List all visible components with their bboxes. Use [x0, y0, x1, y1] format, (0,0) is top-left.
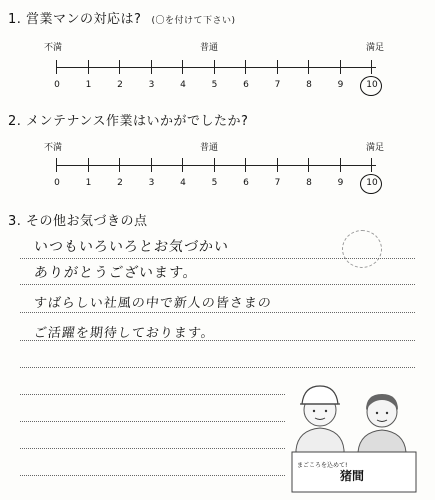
- q1-label-high: 満足: [366, 43, 385, 53]
- q2-label-high: 満足: [366, 143, 385, 153]
- scale-tick: [88, 60, 89, 74]
- seal-stamp: [342, 230, 382, 268]
- scale-number[interactable]: 0: [54, 178, 60, 188]
- dotted-rule: [20, 340, 415, 341]
- scale-tick: [371, 60, 372, 74]
- dotted-rule: [20, 284, 415, 285]
- scale-tick: [119, 158, 120, 172]
- scale-number[interactable]: 10: [366, 80, 378, 90]
- q1-label-low: 不満: [44, 43, 63, 53]
- comment-line-1: いつもいろいろとお気づかい: [33, 239, 230, 255]
- dotted-rule: [20, 448, 285, 449]
- scale-tick: [308, 60, 309, 74]
- q1-subtitle: (〇を付けて下さい): [151, 16, 236, 26]
- scale-number[interactable]: 1: [85, 80, 92, 90]
- scale-number[interactable]: 1: [85, 178, 92, 188]
- banner-caption: まごころを込めて!: [297, 462, 348, 469]
- scale-tick: [245, 60, 246, 74]
- scale-tick: [245, 158, 246, 172]
- q2-rating-scale[interactable]: [56, 158, 376, 172]
- scale-number[interactable]: 3: [148, 178, 155, 188]
- scale-number[interactable]: 5: [211, 178, 218, 188]
- comment-line-4: ご活躍を期待しております。: [33, 326, 216, 341]
- q1-title: 1. 営業マンの対応は? (〇を付けて下さい): [8, 12, 236, 27]
- scale-number[interactable]: 5: [211, 80, 218, 90]
- scale-tick: [56, 158, 57, 172]
- scale-number[interactable]: 9: [337, 80, 344, 90]
- q2-label-mid: 普通: [200, 143, 219, 153]
- dotted-rule: [20, 312, 415, 313]
- scale-number[interactable]: 4: [180, 178, 186, 188]
- scale-tick: [88, 158, 89, 172]
- q2-answer-circle: [360, 174, 382, 194]
- dotted-rule: [20, 421, 285, 422]
- dotted-rule: [20, 394, 285, 395]
- banner-name: 猪間: [340, 469, 365, 483]
- scale-number[interactable]: 8: [306, 80, 312, 90]
- scale-tick: [151, 60, 152, 74]
- scale-tick: [214, 60, 215, 74]
- scale-number[interactable]: 0: [54, 80, 60, 90]
- scale-number[interactable]: 6: [243, 178, 249, 188]
- scale-tick: [340, 60, 341, 74]
- dotted-rule: [20, 367, 415, 368]
- scale-tick: [119, 60, 120, 74]
- dotted-rule: [20, 258, 415, 259]
- scale-number[interactable]: 7: [274, 80, 281, 90]
- scale-tick: [371, 158, 372, 172]
- q2-title: 2. メンテナンス作業はいかがでしたか?: [8, 114, 249, 129]
- scale-number[interactable]: 10: [366, 178, 378, 188]
- comment-line-3: すばらしい社風の中で新人の皆さまの: [33, 296, 273, 311]
- scale-tick: [151, 158, 152, 172]
- scale-tick: [214, 158, 215, 172]
- q1-label-mid: 普通: [200, 43, 219, 53]
- q1-answer-circle: [360, 76, 382, 96]
- scale-tick: [56, 60, 57, 74]
- scale-number[interactable]: 7: [274, 178, 281, 188]
- scale-number[interactable]: 2: [117, 178, 123, 188]
- q2-label-low: 不満: [44, 143, 63, 153]
- scale-number[interactable]: 4: [180, 80, 186, 90]
- scale-tick: [277, 60, 278, 74]
- scale-tick: [277, 158, 278, 172]
- scale-tick: [340, 158, 341, 172]
- scale-number[interactable]: 8: [306, 178, 312, 188]
- scale-tick: [308, 158, 309, 172]
- scale-tick: [182, 158, 183, 172]
- dotted-rule: [20, 475, 285, 476]
- scale-tick: [182, 60, 183, 74]
- scale-number[interactable]: 3: [148, 80, 155, 90]
- scale-number[interactable]: 2: [117, 80, 123, 90]
- comment-line-2: ありがとうございます。: [33, 265, 199, 281]
- scale-number[interactable]: 9: [337, 178, 344, 188]
- q1-rating-scale[interactable]: [56, 60, 376, 74]
- q3-title: 3. その他お気づきの点: [8, 214, 148, 229]
- scale-number[interactable]: 6: [243, 80, 249, 90]
